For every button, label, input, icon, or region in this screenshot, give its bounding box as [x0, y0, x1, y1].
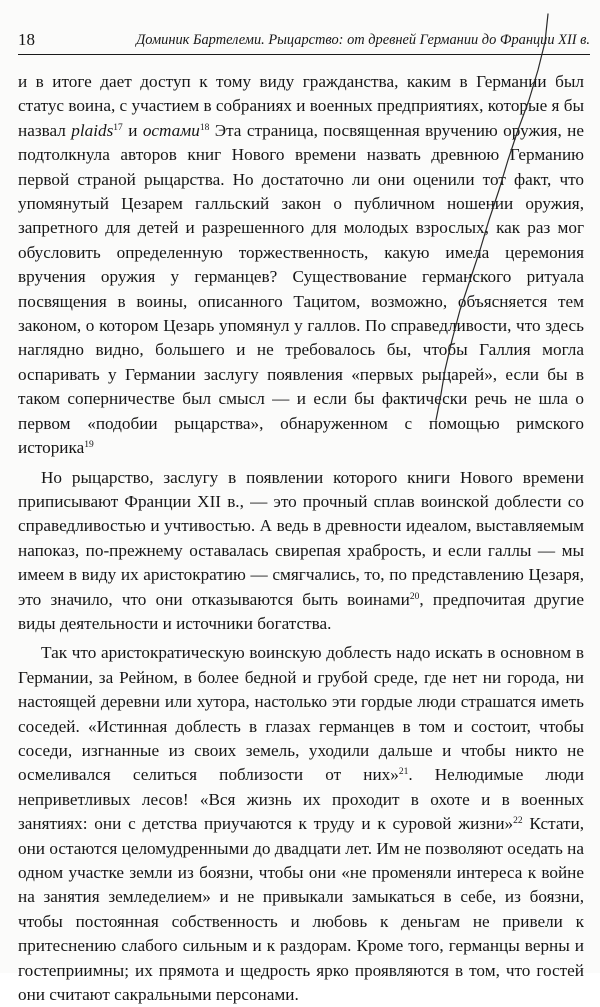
- paragraph: [18, 641, 584, 1007]
- footnote-ref: 18: [199, 122, 210, 133]
- paragraph: [18, 466, 584, 637]
- page-header: [18, 28, 590, 58]
- paragraph: [18, 70, 584, 461]
- footnote-ref: 21: [398, 767, 409, 778]
- italic-term: plaids: [71, 120, 114, 140]
- text-run: и: [122, 120, 143, 140]
- footnote-ref: 19: [84, 440, 94, 451]
- footnote-ref: 22: [513, 816, 523, 827]
- footnote-ref: 17: [113, 122, 123, 133]
- italic-term: остами: [142, 120, 200, 140]
- text-run: . Нелюдимые люди неприветливых лесов! «Вся жизнь их проходит в охоте и в военных занятиях: они с детства приучаются к труду и к суровой жизни»: [18, 765, 584, 834]
- text-run: Но рыцарство, заслугу в появлении которого книги Нового времени приписывают Франции XII в., — это прочный сплав воинской доблести со справедливостью и учтивостью. А ведь в древности идеалом, выставляемым напоказ, по-прежнему оставалась свирепая храбрость, и если галлы — мы имеем в виду их аристократию — смягчались, то, по представлению Цезаря, это значило, что они отказываются быть воинами: [18, 467, 584, 609]
- running-title: Доминик Бартелеми. Рыцарство: от древней Германии до Франции XII в.: [136, 32, 590, 48]
- text-run: Эта страница, посвященная вручению оружия, не подтолкнула авторов книг Нового времени назвать древнюю Германию первой страной рыцарства. Но достаточно ли они оценили тот факт, что упомянутый Цезарем галльский закон о публичном ношении оружия, запретного для детей и разрешенного для молодых взрослых, как раз мог обусловить определенную торжественность, какую имела церемония вручения оружия у германцев? Существование германского ритуала посвящения в воины, описанного Тацитом, возможно, объясняется тем законом, о котором Цезарь упомянул у галлов. По справедливости, что здесь наглядно видно, большего и не требовалось бы, чтобы Галлия могла оспаривать у Германии заслугу появления «первых рыцарей», если бы в таком соперничестве был смысл — и если бы фактически речь не шла о первом «подобии рыцарства», обнаруженном с помощью римского историка: [18, 120, 584, 458]
- text-run: Так что аристократическую воинскую доблесть надо искать в основном в Германии, за Рейном, в более бедной и грубой среде, где нет ни города, ни настоящей деревни или хутора, настолько эти гордые люди страшатся иметь соседей. «Истинная доблесть в глазах германцев в том и состоит, чтобы соседи, изгнанные из своих земель, уходили дальше и чтобы никто не осмеливался селиться поблизости от них»: [18, 643, 584, 785]
- text-run: Кстати, они остаются целомудренными до двадцати лет. Им не позволяют оседать на одном участке земли из боязни, чтобы они «не променяли интереса к войне на занятия земледелием» и не привыкали замыкаться в себе, из боязни, чтобы постоянная собственность и любовь к деньгам не привели к притеснению слабого сильным и к раздорам. Кроме того, германцы верны и гостеприимны; их прямота и щедрость ярко проявляются в том, что гостей они считают сакральными персонами.: [18, 814, 585, 1005]
- body-text: [18, 70, 584, 1007]
- text-run: , предпочитая другие виды деятельности и источники богатства.: [18, 589, 584, 633]
- header-rule: [18, 54, 590, 55]
- page-number: 18: [18, 30, 35, 49]
- footnote-ref: 20: [409, 591, 420, 602]
- text-run: и в итоге дает доступ к тому виду гражданства, каким в Германии был статус воина, с участием в собраниях и военных предприятиях, которые я бы назвал: [18, 72, 584, 140]
